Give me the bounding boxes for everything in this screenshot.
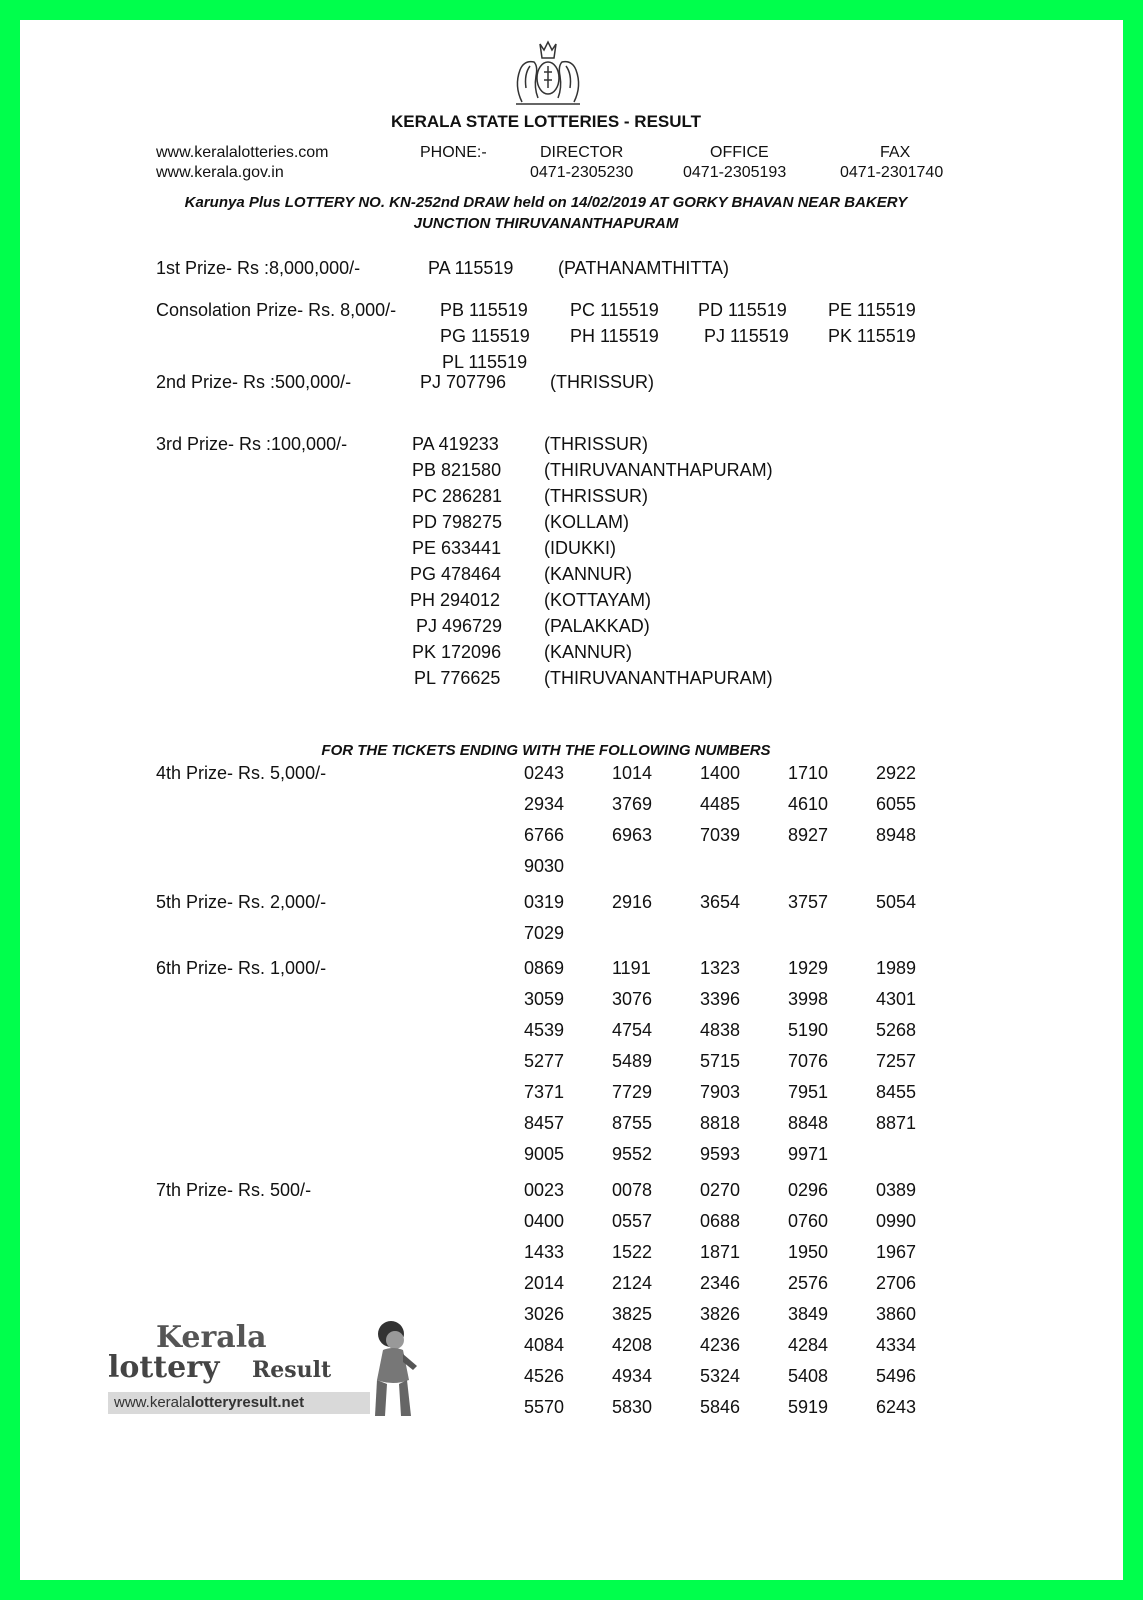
kerala-lottery-result-logo (108, 1320, 438, 1430)
draw-info-line-2: JUNCTION THIRUVANANTHAPURAM (413, 215, 679, 232)
result-sheet (20, 20, 1123, 1580)
seventh-prize-number: 0270 (700, 1180, 741, 1200)
seventh-prize-number: 5919 (788, 1397, 829, 1417)
sixth-prize-number: 0869 (524, 958, 565, 978)
sixth-prize-number: 3998 (788, 989, 829, 1009)
second-prize-ticket: PJ 707796 (420, 372, 507, 392)
fax-label: FAX (880, 144, 911, 161)
fourth-prize-number: 8948 (876, 825, 917, 845)
seventh-prize-number: 0557 (612, 1211, 653, 1231)
second-prize-place: (THRISSUR) (550, 372, 654, 392)
consolation-ticket: PB 115519 (440, 300, 528, 320)
first-prize-place: (PATHANAMTHITTA) (558, 258, 729, 278)
website-link-1[interactable]: www.keralalotteries.com (156, 144, 329, 161)
third-prize-ticket: PJ 496729 (416, 616, 503, 636)
sixth-prize-number: 8848 (788, 1113, 829, 1133)
fourth-prize-number: 6055 (876, 794, 917, 814)
fourth-prize-label: 4th Prize- Rs. 5,000/- (156, 763, 327, 783)
seventh-prize-number: 4526 (524, 1366, 565, 1386)
sixth-prize-number: 8455 (876, 1082, 917, 1102)
third-prize-ticket: PG 478464 (410, 564, 502, 584)
third-prize-ticket: PA 419233 (412, 434, 499, 454)
seventh-prize-number: 2124 (612, 1273, 653, 1293)
seventh-prize-label: 7th Prize- Rs. 500/- (156, 1180, 312, 1200)
sixth-prize-number: 3076 (612, 989, 653, 1009)
fax-phone: 0471-2301740 (840, 164, 944, 181)
seventh-prize-number: 2346 (700, 1273, 741, 1293)
sixth-prize-number: 4838 (700, 1020, 741, 1040)
website-link-2[interactable]: www.kerala.gov.in (156, 164, 284, 181)
page-title: KERALA STATE LOTTERIES - RESULT (390, 112, 702, 131)
seventh-prize-number: 3860 (876, 1304, 917, 1324)
sixth-prize-number: 1191 (612, 958, 651, 978)
sixth-prize-number: 9005 (524, 1144, 565, 1164)
third-prize-place: (KOLLAM) (544, 512, 630, 532)
sixth-prize-number: 5277 (524, 1051, 565, 1071)
third-prize-place: (KANNUR) (544, 642, 632, 662)
fourth-prize-number: 9030 (524, 856, 565, 876)
seventh-prize-number: 0760 (788, 1211, 829, 1231)
office-phone: 0471-2305193 (683, 164, 787, 181)
sixth-prize-number: 1929 (788, 958, 829, 978)
sixth-prize-number: 5190 (788, 1020, 829, 1040)
seventh-prize-number: 4334 (876, 1335, 917, 1355)
sixth-prize-number: 7729 (612, 1082, 653, 1102)
third-prize-ticket: PH 294012 (410, 590, 501, 610)
sixth-prize-number: 7257 (876, 1051, 917, 1071)
sixth-prize-number: 3396 (700, 989, 741, 1009)
seventh-prize-number: 0078 (612, 1180, 653, 1200)
sixth-prize-number: 7371 (524, 1082, 565, 1102)
fifth-prize-number: 7029 (524, 923, 565, 943)
seventh-prize-number: 1522 (612, 1242, 653, 1262)
fourth-prize-number: 6766 (524, 825, 565, 845)
fourth-prize-number: 7039 (700, 825, 741, 845)
seventh-prize-number: 2014 (524, 1273, 565, 1293)
third-prize-place: (THIRUVANANTHAPURAM) (544, 460, 773, 480)
section-heading: FOR THE TICKETS ENDING WITH THE FOLLOWING NUMBERS (321, 742, 771, 759)
third-prize-place: (KANNUR) (544, 564, 632, 584)
third-prize-label: 3rd Prize- Rs :100,000/- (156, 434, 348, 454)
sixth-prize-number: 8755 (612, 1113, 653, 1133)
fifth-prize-number: 2916 (612, 892, 653, 912)
seventh-prize-number: 3826 (700, 1304, 741, 1324)
fourth-prize-number: 8927 (788, 825, 829, 845)
seventh-prize-number: 0400 (524, 1211, 565, 1231)
fifth-prize-label: 5th Prize- Rs. 2,000/- (156, 892, 327, 912)
seventh-prize-number: 5408 (788, 1366, 829, 1386)
phone-label: PHONE:- (420, 144, 487, 161)
sixth-prize-number: 7951 (788, 1082, 829, 1102)
sixth-prize-number: 4301 (876, 989, 917, 1009)
fifth-prize-number: 5054 (876, 892, 917, 912)
seventh-prize-number: 0023 (524, 1180, 565, 1200)
fifth-prize-number: 0319 (524, 892, 565, 912)
office-label: OFFICE (710, 144, 769, 161)
seventh-prize-number: 4236 (700, 1335, 741, 1355)
third-prize-place: (PALAKKAD) (544, 616, 650, 636)
seventh-prize-number: 4208 (612, 1335, 653, 1355)
fourth-prize-number: 4485 (700, 794, 741, 814)
sixth-prize-label: 6th Prize- Rs. 1,000/- (156, 958, 327, 978)
seventh-prize-number: 0688 (700, 1211, 741, 1231)
third-prize-place: (THRISSUR) (544, 434, 648, 454)
seventh-prize-number: 1433 (524, 1242, 565, 1262)
seventh-prize-number: 3849 (788, 1304, 829, 1324)
fourth-prize-number: 2922 (876, 763, 917, 783)
fourth-prize-number: 1400 (700, 763, 741, 783)
draw-info-line-1: Karunya Plus LOTTERY NO. KN-252nd DRAW held on 14/02/2019 AT GORKY BHAVAN NEAR BAKERY (184, 194, 908, 211)
seventh-prize-number: 1871 (700, 1242, 741, 1262)
fourth-prize-number: 4610 (788, 794, 829, 814)
third-prize-ticket: PD 798275 (412, 512, 503, 532)
director-label: DIRECTOR (540, 144, 624, 161)
third-prize-ticket: PC 286281 (412, 486, 503, 506)
seventh-prize-number: 5496 (876, 1366, 917, 1386)
sixth-prize-number: 5489 (612, 1051, 653, 1071)
sixth-prize-number: 9552 (612, 1144, 653, 1164)
seventh-prize-number: 4934 (612, 1366, 653, 1386)
fourth-prize-number: 2934 (524, 794, 565, 814)
second-prize-label: 2nd Prize- Rs :500,000/- (156, 372, 352, 392)
logo-url-mid: lottery (190, 1394, 237, 1411)
fourth-prize-number: 0243 (524, 763, 565, 783)
third-prize-ticket: PB 821580 (412, 460, 502, 480)
first-prize-ticket: PA 115519 (428, 258, 514, 278)
sixth-prize-number: 4754 (612, 1020, 653, 1040)
sixth-prize-number: 7903 (700, 1082, 741, 1102)
sixth-prize-number: 1323 (700, 958, 741, 978)
sixth-prize-number: 5268 (876, 1020, 917, 1040)
consolation-ticket: PD 115519 (698, 300, 787, 320)
logo-word-result: Result (252, 1357, 332, 1383)
consolation-ticket: PE 115519 (828, 300, 916, 320)
seventh-prize-number: 5324 (700, 1366, 741, 1386)
sixth-prize-number: 1989 (876, 958, 917, 978)
consolation-ticket: PG 115519 (440, 326, 530, 346)
third-prize-ticket: PE 633441 (412, 538, 502, 558)
sixth-prize-number: 7076 (788, 1051, 829, 1071)
fifth-prize-number: 3654 (700, 892, 741, 912)
sixth-prize-number: 3059 (524, 989, 565, 1009)
sixth-prize-number: 9593 (700, 1144, 741, 1164)
sixth-prize-number: 8457 (524, 1113, 565, 1133)
logo-url-suffix: result.net (236, 1394, 305, 1411)
director-phone: 0471-2305230 (530, 164, 634, 181)
sixth-prize-number: 5715 (700, 1051, 741, 1071)
seventh-prize-number: 0990 (876, 1211, 917, 1231)
logo-url (108, 1392, 370, 1414)
seventh-prize-number: 0389 (876, 1180, 917, 1200)
seventh-prize-number: 0296 (788, 1180, 829, 1200)
consolation-ticket: PL 115519 (442, 352, 528, 372)
kerala-emblem-icon (510, 36, 586, 110)
consolation-ticket: PC 115519 (570, 300, 659, 320)
seventh-prize-number: 2706 (876, 1273, 917, 1293)
consolation-prize-label: Consolation Prize- Rs. 8,000/- (156, 300, 397, 320)
seventh-prize-number: 5570 (524, 1397, 565, 1417)
sixth-prize-number: 4539 (524, 1020, 565, 1040)
seventh-prize-number: 6243 (876, 1397, 917, 1417)
mascot-figure-icon (363, 1320, 423, 1420)
fifth-prize-number: 3757 (788, 892, 829, 912)
fourth-prize-number: 1014 (612, 763, 653, 783)
seventh-prize-number: 1967 (876, 1242, 917, 1262)
seventh-prize-number: 1950 (788, 1242, 829, 1262)
seventh-prize-number: 4084 (524, 1335, 565, 1355)
logo-url-prefix: www.kerala (114, 1394, 191, 1411)
third-prize-ticket: PL 776625 (414, 668, 501, 688)
logo-word-lottery: lottery (108, 1350, 220, 1385)
third-prize-place: (KOTTAYAM) (544, 590, 651, 610)
seventh-prize-number: 4284 (788, 1335, 829, 1355)
third-prize-ticket: PK 172096 (412, 642, 502, 662)
consolation-ticket: PK 115519 (828, 326, 916, 346)
third-prize-place: (THRISSUR) (544, 486, 648, 506)
consolation-ticket: PH 115519 (570, 326, 659, 346)
first-prize-label: 1st Prize- Rs :8,000,000/- (156, 258, 361, 278)
sixth-prize-number: 9971 (788, 1144, 829, 1164)
seventh-prize-number: 3026 (524, 1304, 565, 1324)
seventh-prize-number: 3825 (612, 1304, 653, 1324)
third-prize-place: (IDUKKI) (544, 538, 616, 558)
consolation-ticket: PJ 115519 (704, 326, 789, 346)
seventh-prize-number: 5830 (612, 1397, 653, 1417)
fourth-prize-number: 3769 (612, 794, 653, 814)
third-prize-place: (THIRUVANANTHAPURAM) (544, 668, 773, 688)
sixth-prize-number: 8818 (700, 1113, 741, 1133)
seventh-prize-number: 2576 (788, 1273, 829, 1293)
fourth-prize-number: 1710 (788, 763, 829, 783)
fourth-prize-number: 6963 (612, 825, 653, 845)
seventh-prize-number: 5846 (700, 1397, 741, 1417)
logo-word-kerala: Kerala (156, 1320, 267, 1355)
sixth-prize-number: 8871 (876, 1113, 917, 1133)
